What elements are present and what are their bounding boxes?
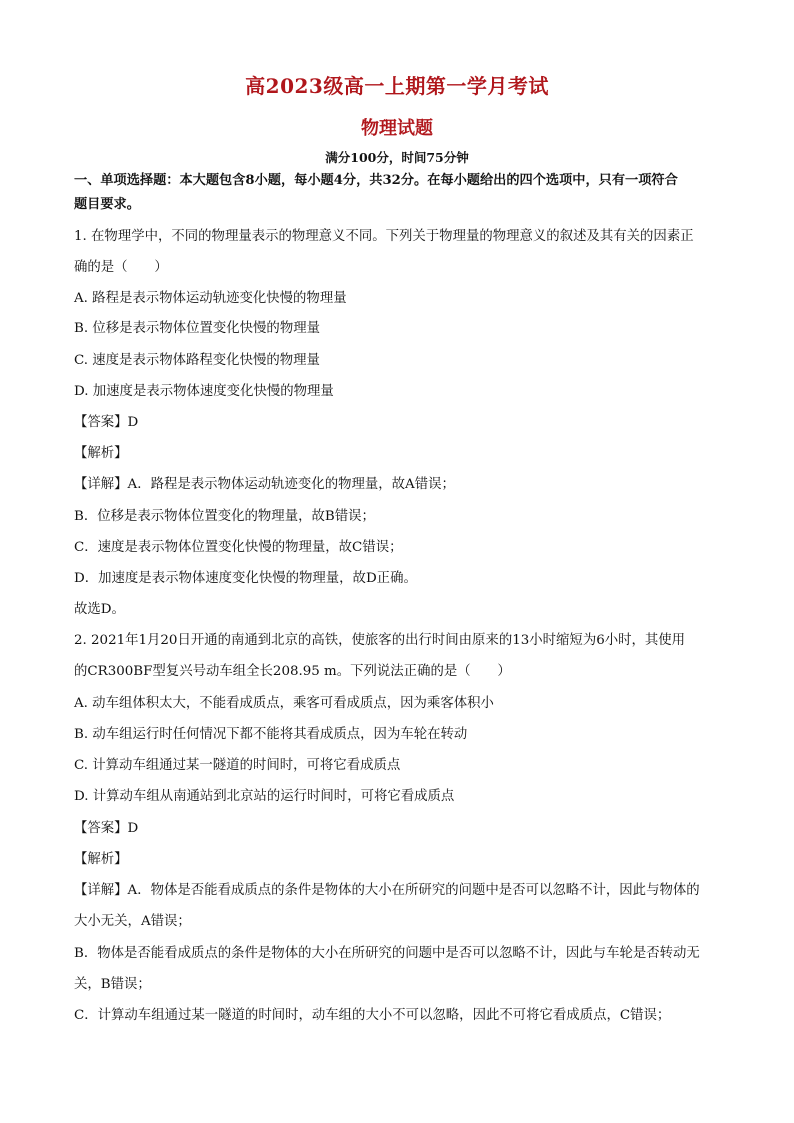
- q1-option-a: A. 路程是表示物体运动轨迹变化快慢的物理量: [74, 291, 347, 306]
- q2-detail: 大小无关，A错误；: [74, 914, 191, 929]
- q2-option-a: A. 动车组体积太大，不能看成质点，乘客可看成质点，因为乘客体积小: [74, 696, 494, 711]
- q1-option-b: B. 位移是表示物体位置变化快慢的物理量: [74, 321, 320, 336]
- q2-answer: 【答案】D: [74, 821, 139, 836]
- q1-stem-cont: 确的是（ ）: [74, 260, 168, 275]
- q1-detail: D．加速度是表示物体速度变化快慢的物理量，故D正确。: [74, 571, 417, 586]
- q2-option-b: B. 动车组运行时任何情况下都不能将其看成质点，因为车轮在转动: [74, 727, 468, 742]
- q1-option-c: C. 速度是表示物体路程变化快慢的物理量: [74, 353, 320, 368]
- q1-answer: 【答案】D: [74, 415, 139, 430]
- section-heading-cont: 题目要求。: [74, 197, 140, 212]
- q2-analysis-label: 【解析】: [74, 852, 128, 867]
- q2-option-d: D. 计算动车组从南通站到北京站的运行时间时，可将它看成质点: [74, 789, 455, 804]
- q2-detail: 关，B错误；: [74, 977, 151, 992]
- q2-detail: B．物体是否能看成质点的条件是物体的大小在所研究的问题中是否可以忽略不计，因此与车轮是否转动无: [74, 946, 700, 961]
- q2-detail: 【详解】A．物体是否能看成质点的条件是物体的大小在所研究的问题中是否可以忽略不计，因此与物体的: [74, 883, 700, 898]
- q1-detail: B．位移是表示物体位置变化的物理量，故B错误；: [74, 509, 375, 524]
- q2-stem-cont: 的CR300BF型复兴号动车组全长208.95 m。下列说法正确的是（ ）: [74, 664, 511, 679]
- exam-meta: 满分100分，时间75分钟: [325, 150, 469, 165]
- q1-stem: 1. 在物理学中，不同的物理量表示的物理意义不同。下列关于物理量的物理意义的叙述及其有关的因素正: [74, 229, 694, 244]
- q2-option-c: C. 计算动车组通过某一隧道的时间时，可将它看成质点: [74, 758, 401, 773]
- q2-detail: C．计算动车组通过某一隧道的时间时，动车组的大小不可以忽略，因此不可将它看成质点，C错误；: [74, 1008, 671, 1023]
- q1-option-d: D. 加速度是表示物体速度变化快慢的物理量: [74, 384, 334, 399]
- section-heading: 一、单项选择题：本大题包含8小题，每小题4分，共32分。在每小题给出的四个选项中，只有一项符合: [74, 173, 678, 188]
- subject-title: 物理试题: [361, 118, 433, 139]
- q2-stem: 2. 2021年1月20日开通的南通到北京的高铁，使旅客的出行时间由原来的13小时缩短为6小时，其使用: [74, 633, 686, 648]
- q1-analysis-label: 【解析】: [74, 446, 128, 461]
- exam-title: 高2023级高一上期第一学月考试: [245, 74, 549, 98]
- q1-conclusion: 故选D。: [74, 602, 125, 617]
- q1-detail: C．速度是表示物体位置变化快慢的物理量，故C错误；: [74, 540, 403, 555]
- q1-detail: 【详解】A．路程是表示物体运动轨迹变化的物理量，故A错误；: [74, 477, 455, 492]
